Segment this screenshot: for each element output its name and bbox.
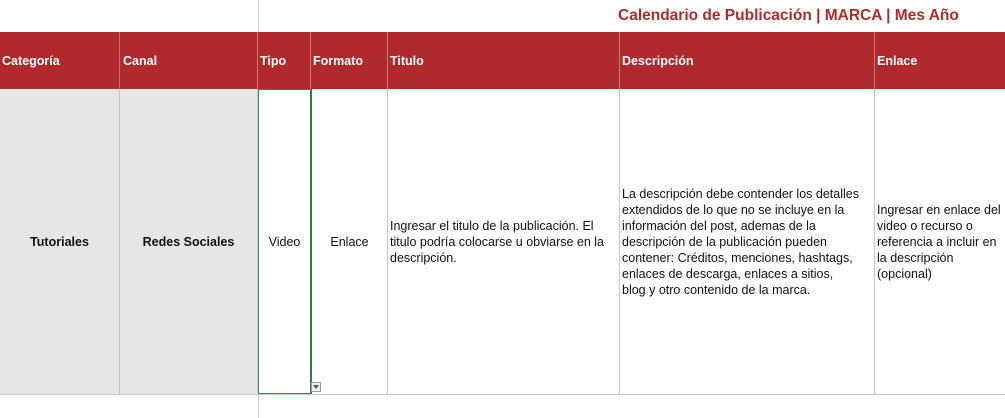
cell-formato-text: Enlace xyxy=(330,234,369,249)
cell-descripcion-text: La descripción debe contender los detalles extendidos de lo que no se incluye en la información del post, ademas de la descripción de la publicación pueden contener: Créditos, menciones, hashtags, enlaces de descarga, enlaces a sitios, blog y otro contenido de la marca. xyxy=(622,186,859,297)
header-enlace[interactable]: Enlace xyxy=(877,53,918,68)
header-row xyxy=(0,32,1005,89)
header-categoria[interactable]: Categoría xyxy=(0,32,120,89)
header-tipo[interactable]: Tipo xyxy=(258,32,311,89)
cell-tipo-text: Video xyxy=(268,234,301,249)
cell-categoria[interactable] xyxy=(0,89,120,394)
header-descripcion[interactable]: Descripción xyxy=(620,32,875,89)
cell-canal-text: Redes Sociales xyxy=(142,234,235,249)
cell-categoria-text: Tutoriales xyxy=(30,234,89,249)
header-canal[interactable]: Canal xyxy=(120,32,258,89)
header-titulo[interactable]: Titulo xyxy=(388,32,620,89)
cell-enlace-text: Ingresar en enlace del video o recurso o referencia a incluir en la descripción (opcional) xyxy=(877,202,1001,281)
header-formato[interactable]: Formato xyxy=(311,32,388,89)
table-row xyxy=(0,89,1005,395)
cell-formato[interactable] xyxy=(312,89,388,394)
cell-descripcion[interactable] xyxy=(620,89,875,394)
cell-canal[interactable] xyxy=(120,89,258,394)
cell-titulo-text: Ingresar el titulo de la publicación. El titulo podría colocarse u obviarse en la descripción. xyxy=(390,218,605,265)
cell-enlace[interactable] xyxy=(875,89,1005,394)
sheet-title[interactable]: Calendario de Publicación | MARCA | Mes Año xyxy=(618,7,959,24)
cell-titulo[interactable] xyxy=(388,89,620,394)
chevron-down-icon[interactable] xyxy=(311,382,321,392)
cell-tipo-selected[interactable] xyxy=(258,89,312,394)
column-divider xyxy=(258,394,259,418)
